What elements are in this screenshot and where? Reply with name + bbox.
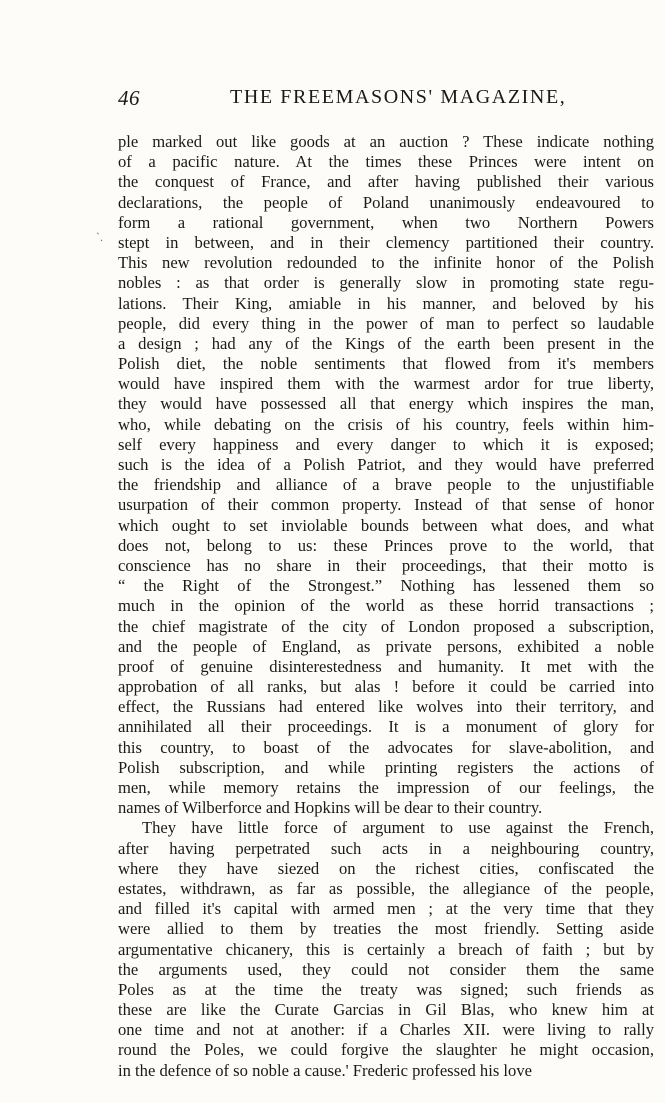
text-line: the arguments used, they could not consider them the same <box>118 959 654 979</box>
text-line: one time and not at another: if a Charles XII. were living to rally <box>118 1020 654 1040</box>
text-line: men, while memory retains the impression of our feelings, the <box>118 778 654 797</box>
body-text <box>118 132 654 1081</box>
text-line: annihilated all their proceedings. It is a monument of glory for <box>118 717 654 737</box>
text-line: lations. Their King, amiable in his manner, and beloved by his <box>118 293 654 313</box>
text-line: stept in between, and in their clemency partitioned their country. <box>118 232 654 252</box>
text-line: of a pacific nature. At the times these Princes were intent on <box>118 152 654 172</box>
text-line: Polish diet, the noble sentiments that flowed from it's members <box>118 354 654 374</box>
text-line: Polish subscription, and while printing registers the actions of <box>118 757 654 777</box>
text-line: approbation of all ranks, but alas ! before it could be carried into <box>118 677 654 697</box>
margin-mark: ˋ. <box>96 230 103 244</box>
text-line: This new revolution redounded to the infinite honor of the Polish <box>118 253 654 273</box>
page-number: 46 <box>118 86 140 110</box>
text-line: does not, belong to us: these Princes prove to the world, that <box>118 535 654 555</box>
text-line: form a rational government, when two Northern Powers <box>118 212 654 232</box>
text-line: who, while debating on the crisis of his country, feels within him- <box>118 414 654 434</box>
text-line: round the Poles, we could forgive the slaughter he might occasion, <box>118 1040 654 1060</box>
text-line: ple marked out like goods at an auction ? These indicate nothing <box>118 132 654 151</box>
text-line: this country, to boast of the advocates for slave-abolition, and <box>118 737 654 757</box>
text-line: estates, withdrawn, as far as possible, the allegiance of the people, <box>118 878 654 898</box>
text-line: the conquest of France, and after having published their various <box>118 172 654 192</box>
text-line: people, did every thing in the power of man to perfect so laudable <box>118 313 654 333</box>
text-line: would have inspired them with the warmest ardor for true liberty, <box>118 374 654 394</box>
text-line: the chief magistrate of the city of London proposed a subscription, <box>118 616 654 636</box>
text-line: were allied to them by treaties the most friendly. Setting aside <box>118 919 654 939</box>
text-line: the friendship and alliance of a brave people to the unjustifiable <box>118 475 654 495</box>
text-line: a design ; had any of the Kings of the earth been present in the <box>118 333 654 353</box>
text-line: “ the Right of the Strongest.” Nothing has lessened them so <box>118 576 654 596</box>
text-line: where they have siezed on the richest cities, confiscated the <box>118 858 654 878</box>
text-line: effect, the Russians had entered like wolves into their territory, and <box>118 697 654 717</box>
text-line: and the people of England, as private persons, exhibited a noble <box>118 636 654 656</box>
text-line: after having perpetrated such acts in a neighbouring country, <box>118 838 654 858</box>
text-line: in the defence of so noble a cause.' Frederic professed his love <box>118 1060 532 1080</box>
text-line: usurpation of their common property. Instead of that sense of honor <box>118 495 654 515</box>
text-line: Poles as at the time the treaty was signed; such friends as <box>118 979 654 999</box>
text-line: they would have possessed all that energy which inspires the man, <box>118 394 654 414</box>
running-title: THE FREEMASONS' MAGAZINE, <box>230 86 567 108</box>
text-line: and filled it's capital with armed men ; at the very time that they <box>118 899 654 919</box>
text-line: declarations, the people of Poland unanimously endeavoured to <box>118 192 654 212</box>
text-line: such is the idea of a Polish Patriot, and they would have preferred <box>118 455 654 474</box>
text-line: argumentative chicanery, this is certainly a breach of faith ; but by <box>118 939 654 959</box>
text-line: much in the opinion of the world as these horrid transactions ; <box>118 596 654 616</box>
text-line: which ought to set inviolable bounds between what does, and what <box>118 515 654 535</box>
running-head <box>118 86 658 116</box>
text-line: names of Wilberforce and Hopkins will be dear to their country. <box>118 798 543 818</box>
text-line: these are like the Curate Garcias in Gil Blas, who knew him at <box>118 1000 654 1020</box>
text-line: conscience has no share in their proceedings, that their motto is <box>118 555 654 575</box>
text-line: nobles : as that order is generally slow in promoting state regu- <box>118 273 654 293</box>
text-line: proof of genuine disinterestedness and humanity. It met with the <box>118 656 654 676</box>
text-line: self every happiness and every danger to which it is exposed; <box>118 434 654 454</box>
text-line: They have little force of argument to use against the French, <box>142 818 654 838</box>
